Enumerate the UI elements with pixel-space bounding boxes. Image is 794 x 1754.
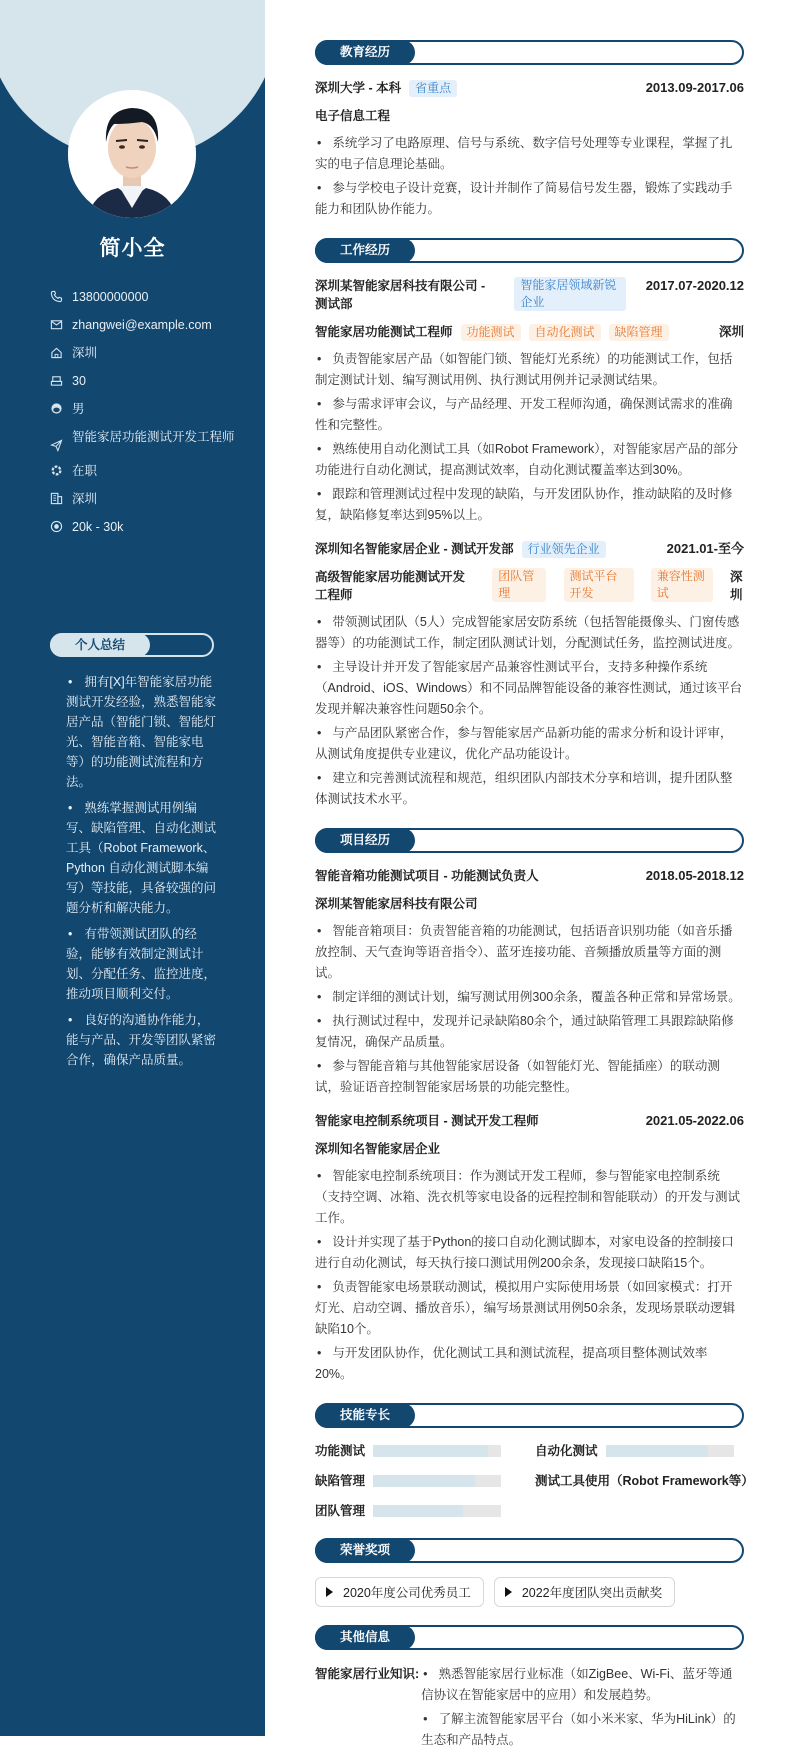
info-salary xyxy=(50,518,240,536)
awards-list xyxy=(315,1577,744,1607)
summary-item: • 拥有[X]年智能家居功能测试开发经验，熟悉智能家居产品（智能门锁、智能灯光、智能音箱、智能家电等）的功能测试流程和方法。 xyxy=(66,672,221,792)
project-bullets xyxy=(315,921,744,1098)
skill-bar-fill xyxy=(373,1475,475,1487)
education-entry xyxy=(315,79,744,220)
job-entry xyxy=(315,540,744,810)
skill-bar xyxy=(373,1505,501,1517)
work-title: 工作经历 xyxy=(315,238,415,263)
other-info-item: • 了解主流智能家居平台（如小米米家、华为HiLink）的生态和产品特点。 xyxy=(421,1709,744,1751)
projects-section xyxy=(315,828,744,1385)
education-section-header xyxy=(315,40,744,65)
major: 电子信息工程 xyxy=(315,109,391,123)
project-bullet: • 执行测试过程中，发现并记录缺陷80余个，通过缺陷管理工具跟踪缺陷修复情况，确保产品质量。 xyxy=(315,1011,744,1053)
skill-name: 自动化测试 xyxy=(535,1444,598,1458)
skill-item xyxy=(315,1442,535,1460)
skill-bar-fill xyxy=(373,1505,463,1517)
skill-bar-fill xyxy=(606,1445,708,1457)
skill-bar-fill xyxy=(373,1445,488,1457)
summary-item: • 良好的沟通协作能力，能与产品、开发等团队紧密合作，确保产品质量。 xyxy=(66,1010,221,1070)
awards-section xyxy=(315,1538,744,1607)
project-bullet: • 设计并实现了基于Python的接口自动化测试脚本，对家电设备的控制接口进行自动化测试，每天执行接口测试用例200余条，发现接口缺陷15个。 xyxy=(315,1232,744,1274)
skill-bar xyxy=(373,1475,501,1487)
project-company: 深圳某智能家居科技有限公司 xyxy=(315,897,478,911)
gender-icon xyxy=(50,402,63,415)
job-header-row xyxy=(315,540,744,558)
education-bullet: • 系统学习了电路原理、信号与系统、数字信号处理等专业课程，掌握了扎实的电子信息理论基础。 xyxy=(315,133,744,175)
job-target-text: 智能家居功能测试开发工程师 xyxy=(72,430,235,444)
job-bullets xyxy=(315,612,744,810)
education-section xyxy=(315,40,744,220)
location-text: 深圳 xyxy=(72,346,98,360)
skills-section-header xyxy=(315,1403,744,1428)
gender-text: 男 xyxy=(72,402,85,416)
skill-name: 缺陷管理 xyxy=(315,1474,366,1488)
position-row xyxy=(315,323,744,341)
project-header-row xyxy=(315,1112,744,1130)
project-bullet: • 与开发团队协作，优化测试工具和测试流程，提高项目整体测试效率20%。 xyxy=(315,1343,744,1385)
age-icon xyxy=(50,374,63,387)
job-bullet: • 负责智能家居产品（如智能门锁、智能灯光系统）的功能测试工作，包括制定测试计划、编写测试用例、执行测试用例并记录测试结果。 xyxy=(315,349,744,391)
award-label: 2020年度公司优秀员工 xyxy=(343,1586,471,1600)
skills-title: 技能专长 xyxy=(315,1403,415,1428)
summary-title: 个人总结 xyxy=(50,633,150,657)
job-entry xyxy=(315,277,744,526)
info-status xyxy=(50,462,240,480)
project-date: 2021.05-2022.06 xyxy=(645,1113,744,1128)
job-bullet: • 与产品团队紧密合作，参与智能家居产品新功能的需求分析和设计评审，从测试角度提供专业建议，优化产品功能设计。 xyxy=(315,723,744,765)
company-tag: 智能家居领域新锐企业 xyxy=(514,277,626,311)
main-content xyxy=(265,0,794,1747)
info-location xyxy=(50,344,240,362)
other-section-header xyxy=(315,1625,744,1650)
project-bullet: • 负责智能家电场景联动测试，模拟用户实际使用场景（如回家模式：打开灯光、启动空调、播放音乐），编写场景测试用例50余条，发现场景联动逻辑缺陷10个。 xyxy=(315,1277,744,1340)
building-icon xyxy=(50,492,63,505)
info-work-city xyxy=(50,490,240,508)
project-bullet: • 智能家电控制系统项目：作为测试开发工程师，参与智能家电控制系统（支持空调、冰箱、洗衣机等家电设备的远程控制和智能联动）的开发与测试工作。 xyxy=(315,1166,744,1229)
sidebar xyxy=(0,0,265,1736)
award-item xyxy=(315,1577,484,1607)
skill-tag: 缺陷管理 xyxy=(609,324,669,341)
education-title: 教育经历 xyxy=(315,40,415,65)
info-job-target xyxy=(50,428,240,452)
skill-item xyxy=(535,1472,754,1490)
info-email xyxy=(50,316,240,334)
send-icon xyxy=(50,439,63,452)
summary-section-header xyxy=(50,633,214,657)
job-bullet: • 熟练使用自动化测试工具（如Robot Framework），对智能家居产品的部分功能进行自动化测试，提高测试效率，自动化测试覆盖率达到30%。 xyxy=(315,439,744,481)
project-bullet: • 智能音箱项目：负责智能音箱的功能测试，包括语音识别功能（如音乐播放控制、天气查询等语音指令）、蓝牙连接功能、音频播放质量等方面的测试。 xyxy=(315,921,744,984)
skills-grid xyxy=(315,1442,754,1520)
other-info-row xyxy=(315,1664,744,1754)
school-name: 深圳大学 - 本科 xyxy=(315,81,402,95)
home-icon xyxy=(50,346,63,359)
work-section-header xyxy=(315,238,744,263)
avatar xyxy=(68,90,196,218)
skill-name: 测试工具使用（Robot Framework等） xyxy=(535,1474,754,1488)
skill-tag: 团队管理 xyxy=(492,568,546,602)
job-header-row xyxy=(315,277,744,313)
projects-section-header xyxy=(315,828,744,853)
skill-item xyxy=(535,1442,744,1460)
project-name: 智能音箱功能测试项目 - 功能测试负责人 xyxy=(315,869,539,883)
status-text: 在职 xyxy=(72,464,98,478)
avatar-photo xyxy=(68,90,196,218)
mail-icon xyxy=(50,318,63,331)
skill-tag: 测试平台开发 xyxy=(564,568,634,602)
phone-icon xyxy=(50,290,63,303)
project-company: 深圳知名智能家居企业 xyxy=(315,1142,441,1156)
project-bullets xyxy=(315,1166,744,1385)
award-label: 2022年度团队突出贡献奖 xyxy=(521,1586,663,1600)
info-phone xyxy=(50,288,240,306)
other-title: 其他信息 xyxy=(315,1625,415,1650)
email-text: zhangwei@example.com xyxy=(72,318,212,332)
summary-list xyxy=(66,672,221,1076)
skill-item xyxy=(315,1472,535,1490)
job-bullet: • 主导设计并开发了智能家居产品兼容性测试平台，支持多种操作系统（Android、iOS、Windows）和不同品牌智能设备的兼容性测试，通过该平台发现并解决兼容性问题50余个。 xyxy=(315,657,744,720)
education-date: 2013.09-2017.06 xyxy=(645,80,744,95)
job-bullet: • 跟踪和管理测试过程中发现的缺陷，与开发团队协作，推动缺陷的及时修复，缺陷修复率达到95%以上。 xyxy=(315,484,744,526)
project-date: 2018.05-2018.12 xyxy=(645,868,744,883)
other-info-list xyxy=(421,1664,744,1754)
job-bullet: • 建立和完善测试流程和规范，组织团队内部技术分享和培训，提升团队整体测试技术水平。 xyxy=(315,768,744,810)
position-title: 高级智能家居功能测试开发工程师 xyxy=(315,570,466,602)
summary-item: • 熟练掌握测试用例编写、缺陷管理、自动化测试工具（Robot Framework、Python 自动化测试脚本编写）等技能，具备较强的问题分析和解决能力。 xyxy=(66,798,221,918)
job-city: 深圳 xyxy=(718,325,744,339)
job-bullet: • 参与需求评审会议，与产品经理、开发工程师沟通，确保测试需求的准确性和完整性。 xyxy=(315,394,744,436)
summary-item: • 有带领测试团队的经验，能够有效制定测试计划、分配任务、监控进度，推动项目顺利交付。 xyxy=(66,924,221,1004)
skill-tag: 功能测试 xyxy=(461,324,521,341)
work-section xyxy=(315,238,744,810)
award-item xyxy=(494,1577,675,1607)
project-bullet: • 参与智能音箱与其他智能家居设备（如智能灯光、智能插座）的联动测试，验证语音控制智能家居场景的功能完整性。 xyxy=(315,1056,744,1098)
skill-item xyxy=(315,1502,535,1520)
awards-title: 荣誉奖项 xyxy=(315,1538,415,1563)
school-tag: 省重点 xyxy=(409,80,457,97)
skill-name: 功能测试 xyxy=(315,1444,366,1458)
education-bullets xyxy=(315,133,744,220)
position-title: 智能家居功能测试工程师 xyxy=(315,325,453,339)
company-name: 深圳知名智能家居企业 - 测试开发部 xyxy=(315,542,514,556)
position-row xyxy=(315,568,744,604)
education-header-row xyxy=(315,79,744,97)
skills-section xyxy=(315,1403,754,1520)
skill-bar xyxy=(606,1445,734,1457)
job-bullet: • 带领测试团队（5人）完成智能家居安防系统（包括智能摄像头、门窗传感器等）的功能测试工作，制定团队测试计划，分配测试任务，监控测试进度。 xyxy=(315,612,744,654)
company-tag: 行业领先企业 xyxy=(522,541,606,558)
phone-text: 13800000000 xyxy=(72,290,149,304)
project-entry xyxy=(315,867,744,1098)
project-name: 智能家电控制系统项目 - 测试开发工程师 xyxy=(315,1114,539,1128)
job-bullets xyxy=(315,349,744,526)
skill-tag: 自动化测试 xyxy=(529,324,601,341)
candidate-name: 简小全 xyxy=(99,237,166,260)
salary-icon xyxy=(50,520,63,533)
job-city: 深圳 xyxy=(730,570,743,602)
other-info-item: • 熟悉智能家居行业标准（如ZigBee、Wi-Fi、蓝牙等通信协议在智能家居中的应用）和发展趋势。 xyxy=(421,1664,744,1706)
contact-info-list xyxy=(50,288,240,546)
education-bullet: • 参与学校电子设计竞赛，设计并制作了简易信号发生器，锻炼了实践动手能力和团队协作能力。 xyxy=(315,178,744,220)
status-icon xyxy=(50,464,63,477)
skill-bar xyxy=(373,1445,501,1457)
company-name: 深圳某智能家居科技有限公司 - 测试部 xyxy=(315,279,486,311)
info-gender xyxy=(50,400,240,418)
age-text: 30 xyxy=(72,374,86,388)
skill-tag: 兼容性测试 xyxy=(651,568,713,602)
play-triangle-icon xyxy=(505,1587,512,1597)
project-bullet: • 制定详细的测试计划，编写测试用例300余条，覆盖各种正常和异常场景。 xyxy=(315,987,744,1008)
job-date: 2021.01-至今 xyxy=(666,541,744,556)
projects-title: 项目经历 xyxy=(315,828,415,853)
work-city-text: 深圳 xyxy=(72,492,98,506)
other-section xyxy=(315,1625,744,1754)
play-triangle-icon xyxy=(326,1587,333,1597)
salary-text: 20k - 30k xyxy=(72,520,124,534)
skill-name: 团队管理 xyxy=(315,1504,366,1518)
job-date: 2017.07-2020.12 xyxy=(645,278,744,293)
info-age xyxy=(50,372,240,390)
awards-section-header xyxy=(315,1538,744,1563)
other-info-label: 智能家居行业知识: xyxy=(315,1667,420,1681)
project-entry xyxy=(315,1112,744,1385)
project-header-row xyxy=(315,867,744,885)
